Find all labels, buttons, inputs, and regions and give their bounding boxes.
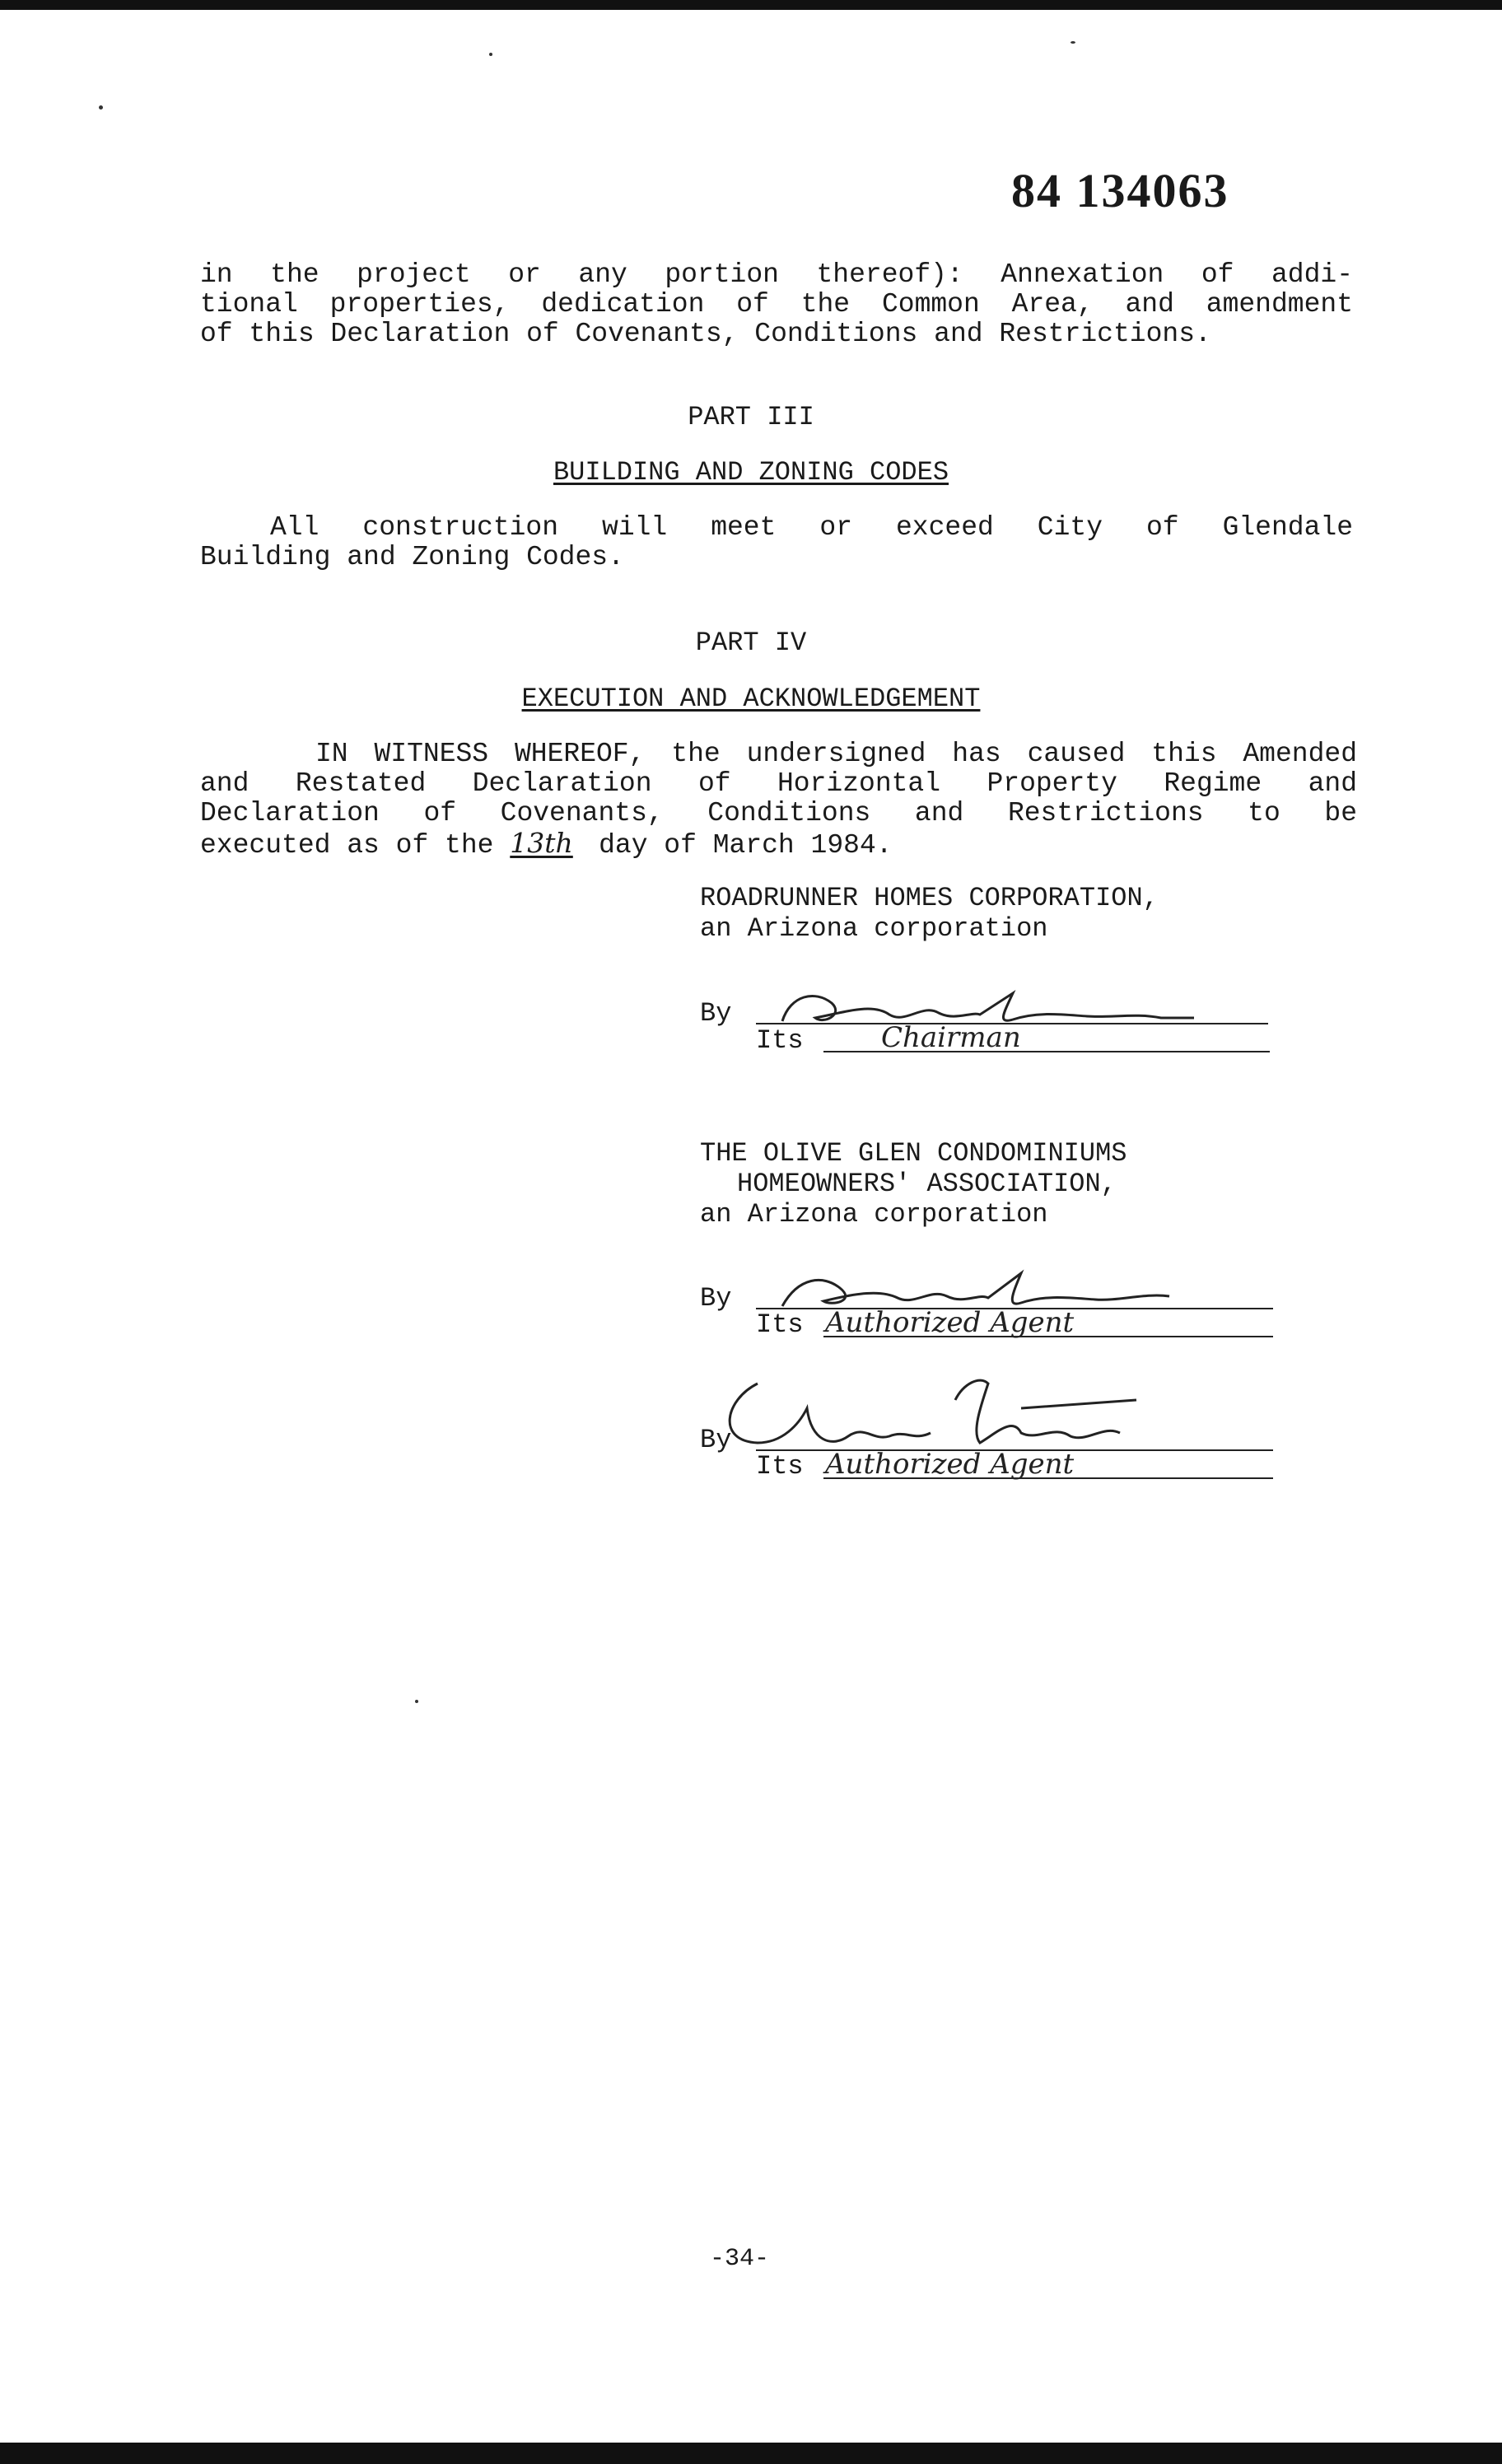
execution-suffix: day of March 1984.	[599, 830, 893, 861]
signatory2-by-label-2: By	[700, 1425, 732, 1455]
signatory2-type: an Arizona corporation	[700, 1199, 1048, 1230]
part3-line-1: All construction will meet or exceed City of Glendale	[270, 512, 1353, 543]
signatory1-its-value: Chairman	[881, 1021, 1021, 1054]
signatory1-by-label: By	[700, 998, 732, 1029]
signatory1-its-label: Its	[756, 1025, 804, 1056]
signatory1-type: an Arizona corporation	[700, 913, 1048, 944]
signatory2-its-label-1: Its	[756, 1309, 804, 1340]
part4-line-4	[200, 828, 1357, 861]
signatory2-name-line2: HOMEOWNERS' ASSOCIATION,	[737, 1169, 1117, 1199]
part3-line-2: Building and Zoning Codes.	[200, 542, 624, 572]
intro-paragraph	[200, 260, 1353, 349]
signatory2-its-value-2: Authorized Agent	[825, 1448, 1075, 1481]
part4-line-1: IN WITNESS WHEREOF, the undersigned has caused this Amended	[315, 739, 1357, 769]
part3-subtitle: BUILDING AND ZONING CODES	[553, 457, 949, 488]
signatory2-name-line1: THE OLIVE GLEN CONDOMINIUMS	[700, 1138, 1127, 1169]
signatory2-its-value-1: Authorized Agent	[825, 1306, 1075, 1339]
signatory2-signature-2	[708, 1351, 1219, 1458]
part4-subtitle: EXECUTION AND ACKNOWLEDGEMENT	[521, 684, 981, 714]
part4-paragraph	[200, 740, 1357, 861]
part3-paragraph	[200, 513, 1353, 572]
signatory1-name: ROADRUNNER HOMES CORPORATION,	[700, 883, 1159, 913]
intro-line-1: in the project or any portion thereof): Annexation of addi-	[200, 259, 1353, 290]
page-number: -34-	[710, 2245, 770, 2273]
scan-border-top	[0, 0, 1502, 10]
execution-day: 13th	[510, 827, 573, 859]
scan-speck	[489, 53, 492, 56]
signatory1-block	[700, 883, 1159, 944]
part4-line-3: Declaration of Covenants, Conditions and Restrictions to be	[200, 798, 1357, 828]
part4-title: PART IV	[695, 628, 807, 658]
document-number: 84 134063	[1011, 164, 1229, 217]
signatory2-by-label-1: By	[700, 1283, 732, 1314]
intro-line-2: tional properties, dedication of the Common Area, and amendment	[200, 289, 1353, 320]
signatory2-block	[700, 1138, 1126, 1230]
part3-title: PART III	[688, 402, 814, 432]
scan-speck	[99, 105, 103, 110]
scan-speck	[1071, 41, 1075, 44]
intro-line-3: of this Declaration of Covenants, Conditions and Restrictions.	[200, 319, 1211, 349]
scan-speck	[415, 1700, 418, 1703]
signatory2-its-label-2: Its	[756, 1451, 804, 1482]
part4-line-2: and Restated Declaration of Horizontal Property Regime and	[200, 768, 1357, 799]
execution-prefix: executed as of the	[200, 830, 494, 861]
scan-border-bottom	[0, 2443, 1502, 2464]
